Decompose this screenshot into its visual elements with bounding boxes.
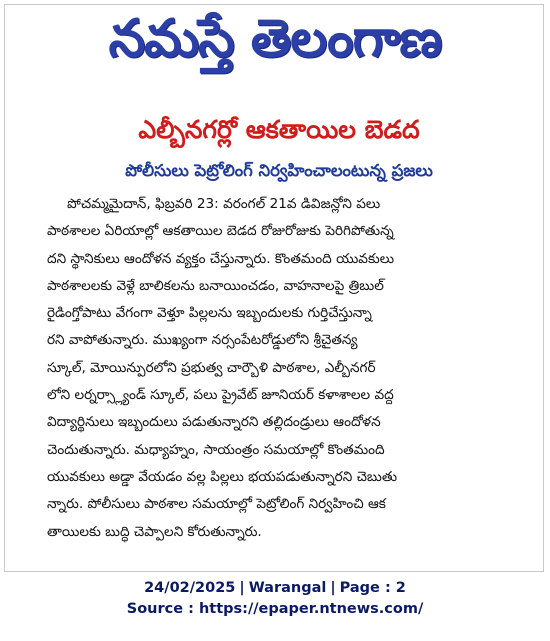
article-subheadline: పోలీసులు పెట్రోలింగ్ నిర్వహించాలంటున్న ప్రజలు (125, 160, 433, 180)
article-line: తాయిలకు బుద్ధి చెప్పాలని కోరుతున్నారు. (47, 523, 262, 540)
article-line: లోని లర్నర్స్ల్యాండ్ స్కూల్, పలు ప్రైవేట్ జూనియర్ కళాశాలల వద్ద (47, 387, 394, 404)
footer-date: 24/02/2025 (144, 580, 236, 596)
article-body (47, 191, 521, 546)
article-line: దని స్థానికులు ఆందోళన వ్యక్తం చేస్తున్నారు. కొంతమంది యువకులు (47, 250, 395, 267)
article-line: రైడింగ్తోపాటు వేగంగా వెళ్తూ పిల్లలను ఇబ్బందులకు గుర్తిచేస్తున్నా (47, 305, 372, 322)
article-line: పాఠశాలలకు వెళ్లే బాలికలను బనాయించడం, వాహనాలపై త్రిబుల్ (47, 277, 384, 294)
article-headline: ఎల్బీనగర్లో ఆకతాయిల బెడద (138, 115, 420, 144)
footer-separator: | (239, 580, 245, 596)
article-line: పాఠశాలల ఏరియాల్లో ఆకతాయిల బెడద రోజురోజుకు పెరిగిపోతున్న (47, 223, 394, 240)
article-line: పోచమ్మమైదాన్, ఫిబ్రవరి 23: వరంగల్ 21వ డివిజన్లోని పలు (67, 196, 381, 212)
article-line: న్నారు. పోలీసులు పాఠశాల సమయాల్లో పెట్రోలింగ్ నిర్వహించి ఆక (47, 496, 386, 513)
footer-source: Source : https://epaper.ntnews.com/ (126, 601, 424, 617)
article-line: రని వాపోతున్నారు. ముఖ్యంగా నర్సంపేటరోడ్డులోని శ్రీచైతన్య (47, 332, 358, 349)
footer-page: Page : 2 (339, 580, 406, 596)
footer-meta (0, 578, 550, 599)
clipping-footer (0, 578, 550, 620)
footer-separator: | (330, 580, 336, 596)
newspaper-masthead: నమస్తే తెలంగాణ (108, 8, 442, 69)
article-line: విద్యార్థినులు ఇబ్బందులు పడుతున్నారని తల్లిదండ్రులు ఆందోళన (47, 414, 381, 431)
clipping-frame (4, 4, 544, 572)
article-line: స్కూల్, మోయిన్పురలోని ప్రభుత్వ చార్బౌళి పాఠశాల, ఎల్బీనగర్ (47, 359, 376, 376)
article-line: చెందుతున్నారు. మధ్యాహ్నం, సాయంత్రం సమయాల్లో కొంతమంది (47, 441, 385, 458)
footer-edition: Warangal (248, 580, 327, 596)
article-line: యువకులు అడ్డా వేయడం వల్ల పిల్లలు భయపడుతున్నారని చెబుతు (47, 468, 398, 485)
